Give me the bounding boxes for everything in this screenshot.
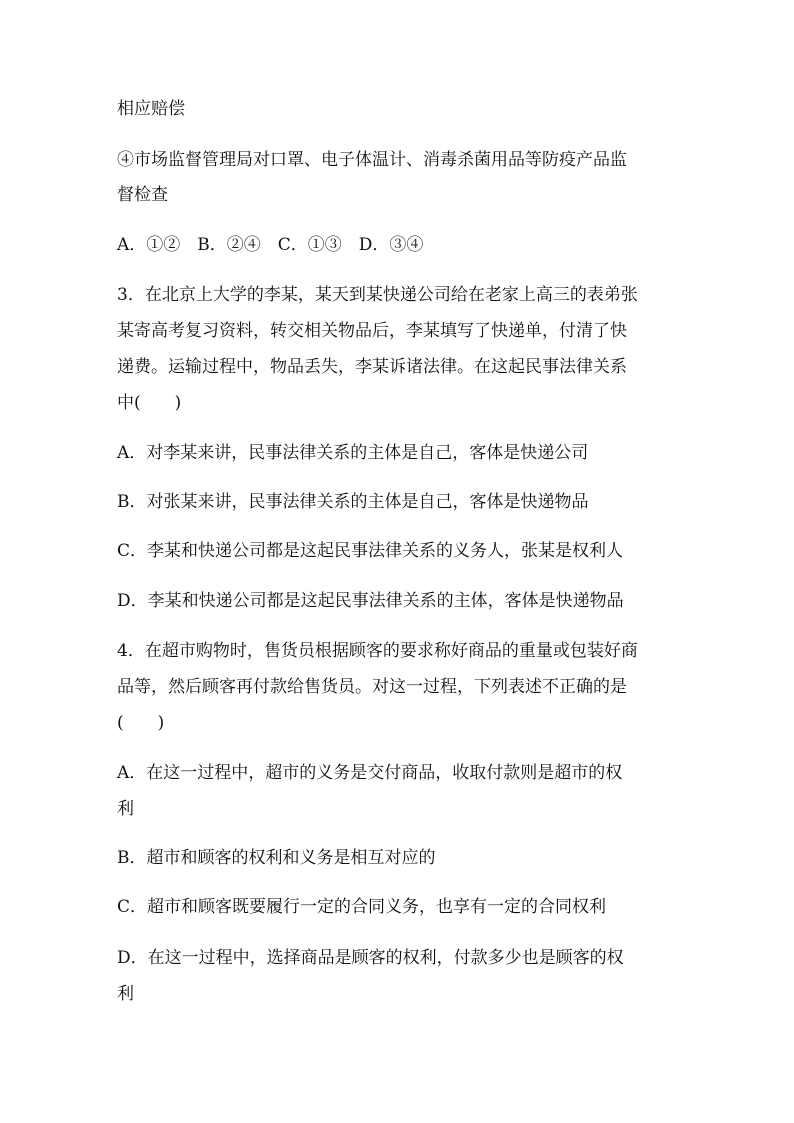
option-b: B．对张某来讲，民事法律关系的主体是自己，客体是快递物品: [117, 492, 589, 512]
text-line: ④市场监督管理局对口罩、电子体温计、消毒杀菌用品等防疫产品监: [117, 150, 627, 170]
option-a: A．在这一过程中，超市的义务是交付商品，收取付款则是超市的权: [117, 763, 623, 783]
text-line: 品等，然后顾客再付款给售货员。对这一过程，下列表述不正确的是: [117, 677, 627, 697]
text-line: 利: [117, 984, 134, 1004]
question-3-stem: 3．在北京上大学的李某，某天到某快递公司给在老家上高三的表弟张: [117, 285, 638, 305]
answer-options: A．①② B．②④ C．①③ D．③④: [117, 235, 424, 255]
option-b: B．超市和顾客的权利和义务是相互对应的: [117, 848, 436, 868]
text-line: 利: [117, 799, 134, 819]
option-c: C．超市和顾客既要履行一定的合同义务，也享有一定的合同权利: [117, 897, 607, 917]
text-line: 某寄高考复习资料，转交相关物品后，李某填写了快递单，付清了快: [117, 321, 627, 341]
text-line: 中( ): [117, 393, 182, 413]
text-line: 相应赔偿: [117, 99, 185, 119]
text-line: ( ): [117, 713, 165, 733]
option-a: A．对李某来讲，民事法律关系的主体是自己，客体是快递公司: [117, 443, 589, 463]
text-line: 督检查: [117, 185, 168, 205]
question-4-stem: 4．在超市购物时，售货员根据顾客的要求称好商品的重量或包装好商: [117, 641, 638, 661]
option-d: D．在这一过程中，选择商品是顾客的权利，付款多少也是顾客的权: [117, 948, 624, 968]
option-d: D．李某和快递公司都是这起民事法律关系的主体，客体是快递物品: [117, 591, 624, 611]
text-line: 递费。运输过程中，物品丢失，李某诉诸法律。在这起民事法律关系: [117, 357, 627, 377]
option-c: C．李某和快递公司都是这起民事法律关系的义务人，张某是权利人: [117, 541, 624, 561]
